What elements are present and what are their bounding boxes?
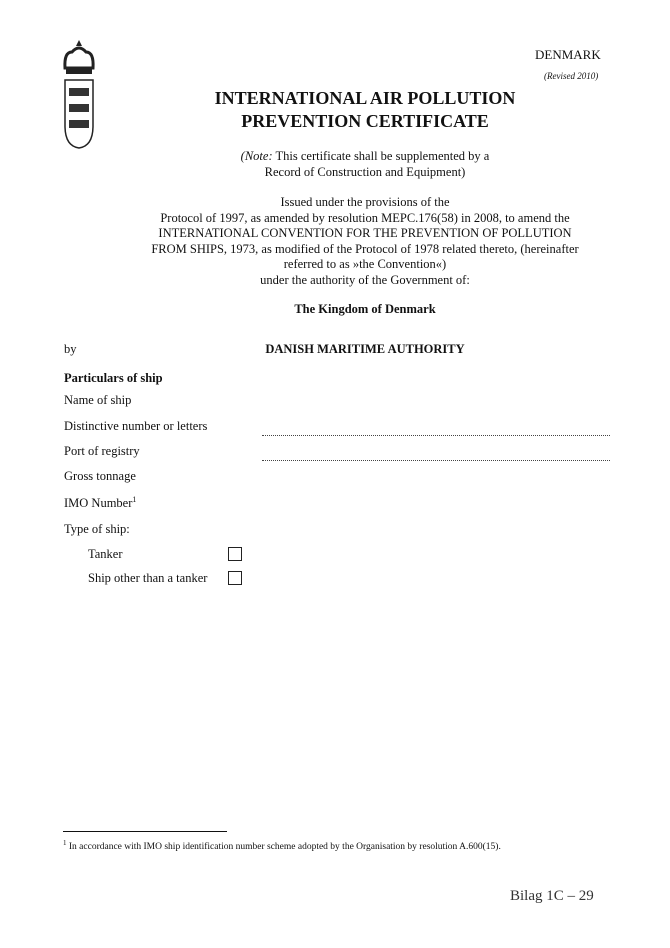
footnote: $^1$ In accordance with IMO ship identification number scheme adopted by the Organisation by resolution A.600(15).: [63, 839, 501, 853]
revised-label: (Revised 2010): [544, 71, 599, 81]
authority: DANISH MARITIME AUTHORITY: [265, 342, 465, 356]
tanker-label: Tanker: [88, 547, 123, 561]
type-of-ship-label: Type of ship:: [64, 522, 130, 536]
government: The Kingdom of Denmark: [294, 302, 436, 316]
tanker-checkbox[interactable]: [228, 547, 242, 561]
country-label: DENMARK: [535, 47, 601, 62]
by-label: by: [64, 342, 77, 356]
non-tanker-label: Ship other than a tanker: [88, 571, 208, 585]
particulars-heading: Particulars of ship: [64, 371, 163, 385]
field-imo-number: IMO Number$^1$: [64, 495, 137, 511]
danish-coat-of-arms-icon: [62, 38, 96, 150]
issued-text: Issued under the provisions of the Protocol of 1997, as amended by resolution MEPC.176(58) in 2008, to amend the INTERNATIONAL CONVENTION FOR THE PREVENTION OF POLLUTION FROM SHIPS, 1973, as modified of the Protocol of 1978 related thereto, (hereinafter referred to as »the Convention«) under the authority of the Government of:: [151, 195, 579, 287]
footnote-divider: [63, 831, 227, 832]
page-number: Bilag 1C – 29: [510, 888, 594, 904]
field-gross-tonnage: Gross tonnage: [64, 469, 136, 483]
field-name-of-ship: Name of ship: [64, 393, 132, 407]
port-of-registry-line[interactable]: [262, 459, 610, 461]
field-port-of-registry: Port of registry: [64, 444, 140, 458]
non-tanker-checkbox[interactable]: [228, 571, 242, 585]
note: (Note: This certificate shall be supplemented by a Record of Construction and Equipment): [240, 149, 490, 179]
page-title: INTERNATIONAL AIR POLLUTION PREVENTION CERTIFICATE: [214, 88, 516, 131]
distinctive-number-line[interactable]: [262, 434, 610, 436]
field-distinctive-number: Distinctive number or letters: [64, 419, 208, 433]
